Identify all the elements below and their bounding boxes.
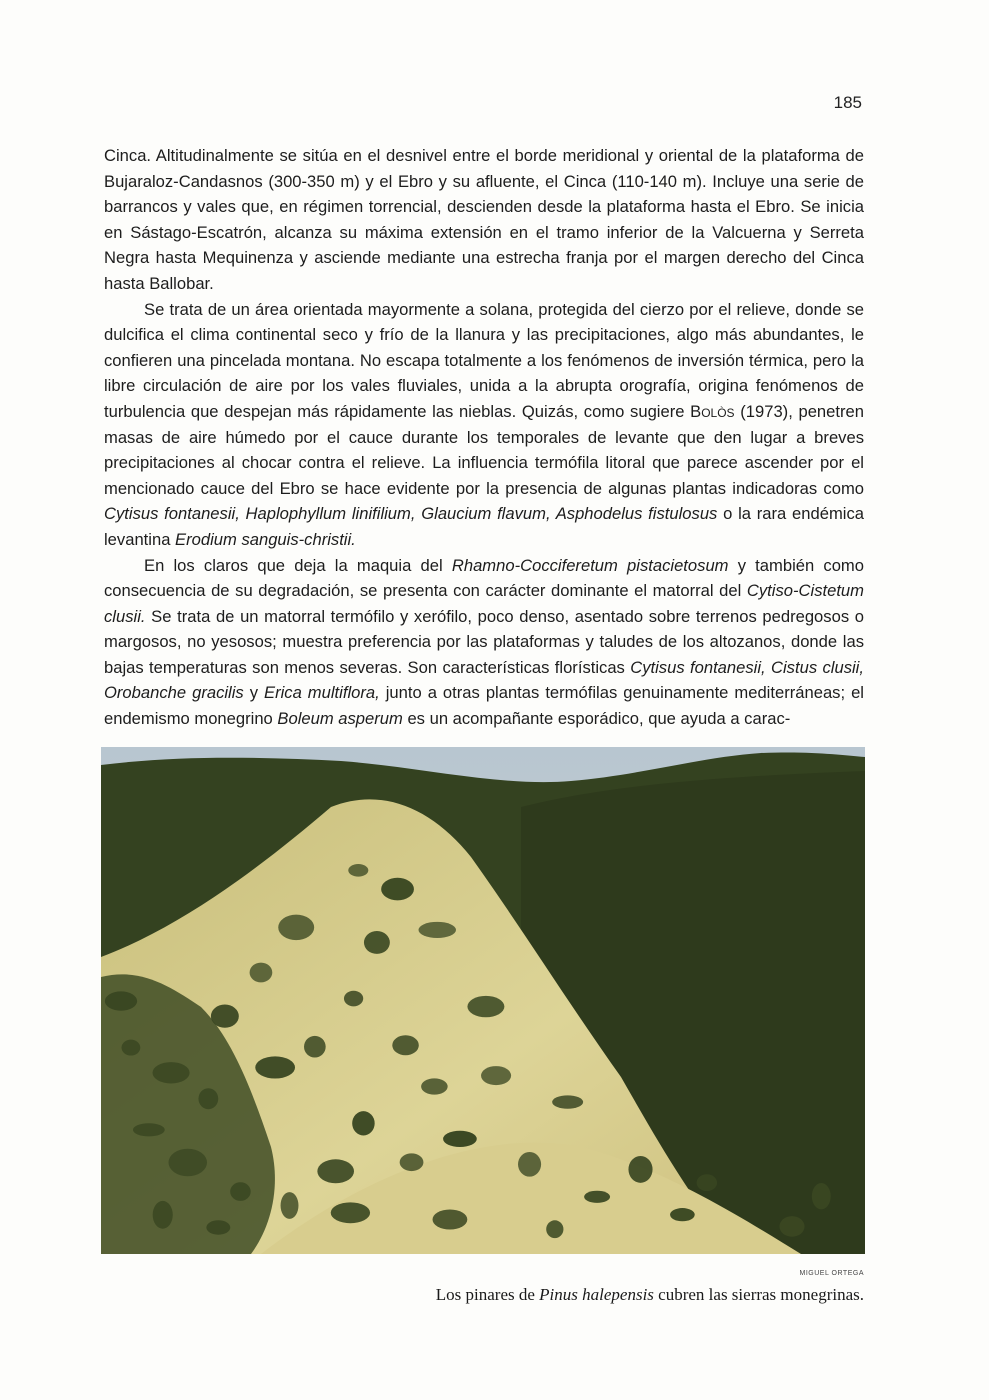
pine-tree	[381, 878, 414, 901]
landscape-photo	[101, 747, 865, 1254]
pine-tree	[364, 931, 390, 954]
pine-tree	[344, 991, 363, 1007]
paragraph	[104, 143, 864, 297]
pine-tree	[697, 1174, 717, 1191]
pine-tree	[198, 1088, 218, 1109]
pine-tree	[133, 1123, 165, 1136]
species-name: Cytiso-Cistetum clusii.	[104, 581, 864, 626]
pine-tree	[255, 1056, 295, 1078]
species-name: Erica multiflora,	[264, 683, 380, 703]
pine-tree	[331, 1202, 370, 1223]
pine-tree	[670, 1208, 695, 1221]
pine-tree	[418, 922, 456, 938]
pine-tree	[304, 1036, 326, 1058]
pine-tree	[584, 1191, 610, 1203]
text-run: (1973), penetren masas de aire húmedo por el cauce durante los temporales de levante que den lugar a breves precipitaciones al chocar contra el relieve. La influencia termófila litoral que parece ascender por el mencionado cauce del Ebro se hace evidente por la presencia de algunas plantas indicadoras como	[104, 401, 864, 498]
pine-tree	[546, 1220, 563, 1238]
pine-tree	[122, 1040, 141, 1056]
pine-tree	[467, 996, 504, 1017]
pine-tree	[421, 1078, 448, 1094]
pine-tree	[230, 1182, 251, 1201]
pine-tree	[812, 1183, 831, 1209]
caption-text-end: cubren las sierras monegrinas.	[653, 1285, 864, 1304]
paragraph	[104, 297, 864, 553]
pine-tree	[518, 1152, 541, 1177]
author-name: Bolòs	[690, 401, 735, 421]
figure-caption	[436, 1285, 864, 1305]
text-run: En los claros que deja la maquia del	[144, 555, 452, 575]
text-run: y también como consecuencia de su degradación, se presenta con carácter dominante el matorral del	[104, 555, 864, 601]
pine-tree	[153, 1062, 190, 1083]
pine-tree	[206, 1220, 230, 1234]
pine-tree	[400, 1153, 424, 1171]
species-name: Boleum asperum	[277, 709, 403, 729]
page-number: 185	[833, 93, 862, 112]
pine-tree	[552, 1095, 583, 1108]
body-text	[104, 143, 864, 732]
pine-tree	[153, 1201, 173, 1229]
species-name: Rhamno-Cocciferetum pistacietosum	[451, 555, 729, 575]
species-name: Cytisus fontanesii, Cistus clusii, Orobanche gracilis	[104, 657, 864, 703]
text-run: es un acompañante esporádico, que ayuda a carac-	[402, 709, 791, 729]
pine-tree	[433, 1209, 468, 1229]
pine-tree	[779, 1216, 804, 1237]
pine-tree	[481, 1066, 511, 1085]
text-run: o la rara endémica levantina	[104, 504, 864, 549]
pine-tree	[352, 1111, 374, 1135]
pine-tree	[348, 864, 368, 877]
pine-tree	[392, 1035, 419, 1055]
caption-species: Pinus halepensis	[539, 1285, 654, 1304]
photo-credit: MIGUEL ORTEGA	[799, 1270, 864, 1277]
pine-tree	[105, 991, 137, 1010]
pine-tree	[628, 1156, 652, 1183]
pine-tree	[281, 1192, 299, 1219]
text-run: y	[243, 683, 265, 703]
caption-text-start: Los pinares de	[435, 1285, 540, 1304]
species-name: Cytisus fontanesii, Haplophyllum linifilium, Glaucium flavum, Asphodelus fistulosus	[104, 504, 718, 524]
pine-tree	[443, 1131, 477, 1147]
pine-tree	[278, 915, 314, 940]
pine-forest-illustration	[101, 747, 865, 1254]
pine-tree	[317, 1159, 354, 1183]
text-run: Cinca. Altitudinalmente se sitúa en el desnivel entre el borde meridional y oriental de la plataforma de Bujaraloz-Candasnos (300-350 m) y el Ebro y su afluente, el Cinca (110-140 m). Incluye una serie de barrancos y vales que, en régimen torrencial, descienden desde la plataforma hasta el Ebro. Se inicia en Sástago-Escatrón, alcanza su máxima extensión en el tramo inferior de la Valcuerna y Serreta Negra hasta Mequinenza y asciende mediante una estrecha franja por el margen derecho del Cinca hasta Ballobar.	[104, 146, 864, 293]
pine-tree	[168, 1149, 207, 1177]
species-name: Erodium sanguis-christii.	[175, 529, 356, 549]
pine-tree	[211, 1005, 239, 1028]
text-run: junto a otras plantas termófilas genuinamente mediterráneas; el endemismo monegrino	[104, 683, 864, 729]
paragraph	[104, 553, 864, 732]
text-run: Se trata de un área orientada mayormente a solana, protegida del cierzo por el relieve, donde se dulcifica el clima continental seco y frío de la llanura y las precipitaciones, algo más abundantes, le confieren una pincelada montana. No escapa totalmente a los fenómenos de inversión térmica, pero la libre circulación de aire por los vales fluviales, unida a la abrupta orografía, origina fenómenos de turbulencia que despejan más rápidamente las nieblas. Quizás, como sugiere	[104, 299, 864, 421]
text-run: Se trata de un matorral termófilo y xerófilo, poco denso, asentado sobre terrenos pedregosos o margosos, no yesosos; muestra preferencia por las plataformas y taludes de los altozanos, donde las bajas temperaturas son menos severas. Son características florísticas	[104, 606, 864, 677]
pine-tree	[250, 963, 273, 983]
